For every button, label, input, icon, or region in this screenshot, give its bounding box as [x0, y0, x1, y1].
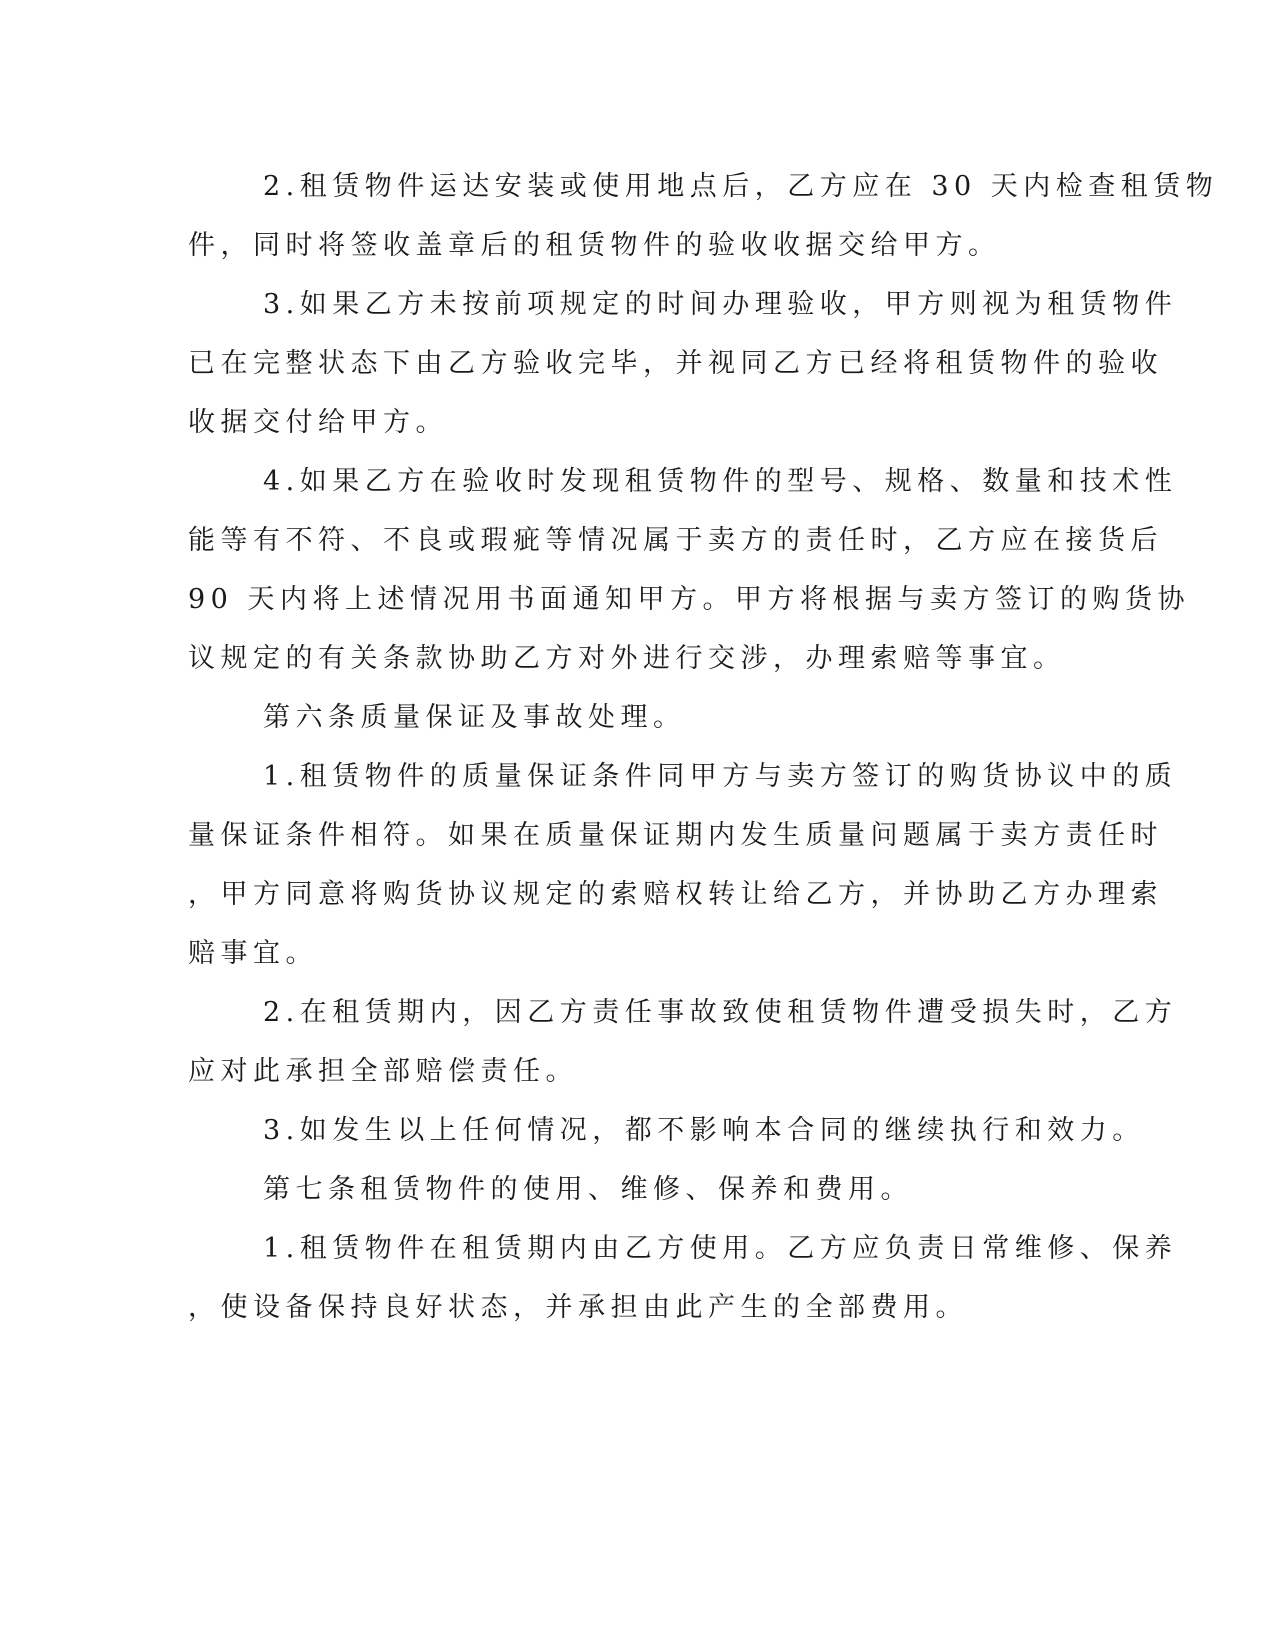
text-line: ，甲方同意将购货协议规定的索赔权转让给乙方，并协助乙方办理索 [188, 879, 1163, 910]
text-line: 90 天内将上述情况用书面通知甲方。甲方将根据与卖方签订的购货协 [188, 584, 1190, 615]
text-line: 已在完整状态下由乙方验收完毕，并视同乙方已经将租赁物件的验收 [188, 348, 1163, 379]
text-line: 2.租赁物件运达安装或使用地点后，乙方应在 30 天内检查租赁物 [263, 171, 1219, 202]
text-line: 应对此承担全部赔偿责任。 [188, 1056, 578, 1087]
text-line: 量保证条件相符。如果在质量保证期内发生质量问题属于卖方责任时 [188, 820, 1163, 851]
text-line: 2.在租赁期内，因乙方责任事故致使租赁物件遭受损失时，乙方 [263, 997, 1178, 1028]
text-line: 件，同时将签收盖章后的租赁物件的验收收据交给甲方。 [188, 230, 1001, 261]
text-line: 1.租赁物件在租赁期内由乙方使用。乙方应负责日常维修、保养 [263, 1233, 1178, 1264]
text-line: 4.如果乙方在验收时发现租赁物件的型号、规格、数量和技术性 [263, 466, 1178, 497]
text-line: 议规定的有关条款协助乙方对外进行交涉，办理索赔等事宜。 [188, 643, 1066, 674]
section-heading: 第七条租赁物件的使用、维修、保养和费用。 [263, 1174, 913, 1205]
document-body [188, 157, 1219, 1337]
text-line: 赔事宜。 [188, 938, 318, 969]
section-heading: 第六条质量保证及事故处理。 [263, 702, 686, 733]
text-line: 3.如果乙方未按前项规定的时间办理验收，甲方则视为租赁物件 [263, 289, 1178, 320]
text-line: 能等有不符、不良或瑕疵等情况属于卖方的责任时，乙方应在接货后 [188, 525, 1163, 556]
text-line: 3.如发生以上任何情况，都不影响本合同的继续执行和效力。 [263, 1115, 1145, 1146]
text-line: 1.租赁物件的质量保证条件同甲方与卖方签订的购货协议中的质 [263, 761, 1178, 792]
text-line: ，使设备保持良好状态，并承担由此产生的全部费用。 [188, 1292, 968, 1323]
text-line: 收据交付给甲方。 [188, 407, 448, 438]
